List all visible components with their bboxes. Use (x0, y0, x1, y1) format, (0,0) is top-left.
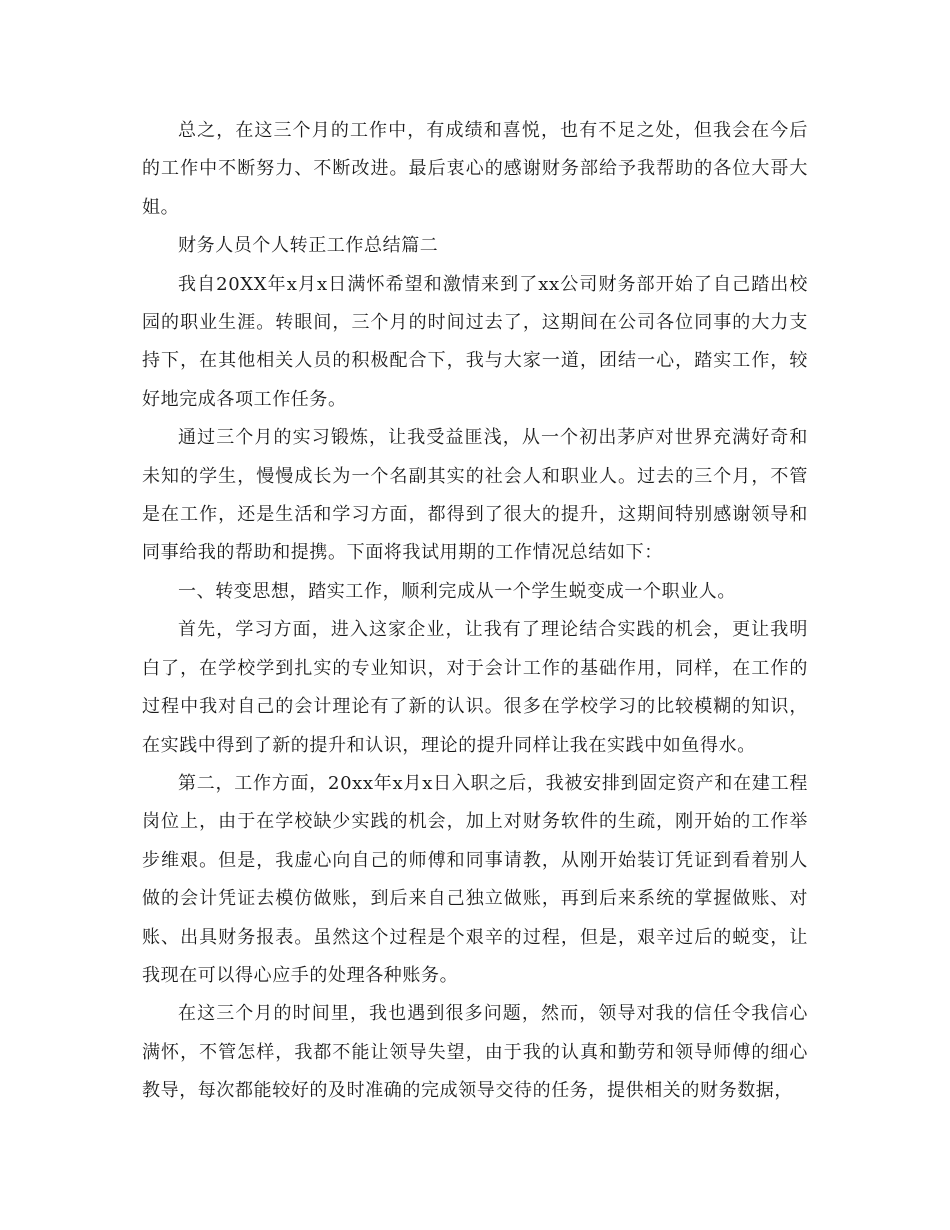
paragraph-work: 第二，工作方面，20xx年x月x日入职之后，我被安排到固定资产和在建工程岗位上，由于在学校缺少实践的机会，加上对财务软件的生疏，刚开始的工作举步维艰。但是，我虚心向自己的师傅和同事请教，从刚开始装订凭证到看着别人做的会计凭证去模仿做账，到后来自己独立做账，再到后来系统的掌握做账、对账、出具财务报表。虽然这个过程是个艰辛的过程，但是，艰辛过后的蜕变，让我现在可以得心应手的处理各种账务。 (142, 772, 808, 986)
paragraph-intro: 我自20XX年x月x日满怀希望和激情来到了xx公司财务部开始了自己踏出校园的职业生涯。转眼间，三个月的时间过去了，这期间在公司各位同事的大力支持下，在其他相关人员的积极配合下，我与大家一道，团结一心，踏实工作，较好地完成各项工作任务。 (142, 273, 808, 410)
section-heading: 财务人员个人转正工作总结篇二 (178, 235, 439, 257)
paragraph-study: 首先，学习方面，进入这家企业，让我有了理论结合实践的机会，更让我明白了，在学校学到扎实的专业知识，对于会计工作的基础作用，同样，在工作的过程中我对自己的会计理论有了新的认识。很多在学校学习的比较模糊的知识，在实践中得到了新的提升和认识，理论的提升同样让我在实践中如鱼得水。 (142, 619, 808, 756)
document-body (142, 112, 808, 1111)
paragraph-problems: 在这三个月的时间里，我也遇到很多问题，然而，领导对我的信任令我信心满怀，不管怎样，我都不能让领导失望，由于我的认真和勤劳和领导师傅的细心教导，每次都能较好的及时准确的完成领导交待的任务，提供相关的财务数据， (142, 1003, 808, 1102)
paragraph-conclusion: 总之，在这三个月的工作中，有成绩和喜悦，也有不足之处，但我会在今后的工作中不断努力、不断改进。最后衷心的感谢财务部给予我帮助的各位大哥大姐。 (142, 120, 808, 218)
paragraph-point-one: 一、转变思想，踏实工作，顺利完成从一个学生蜕变成一个职业人。 (178, 580, 736, 602)
paragraph-growth: 通过三个月的实习锻炼，让我受益匪浅，从一个初出茅庐对世界充满好奇和未知的学生，慢慢成长为一个名副其实的社会人和职业人。过去的三个月，不管是在工作，还是生活和学习方面，都得到了很大的提升，这期间特别感谢领导和同事给我的帮助和提携。下面将我试用期的工作情况总结如下： (142, 427, 808, 564)
